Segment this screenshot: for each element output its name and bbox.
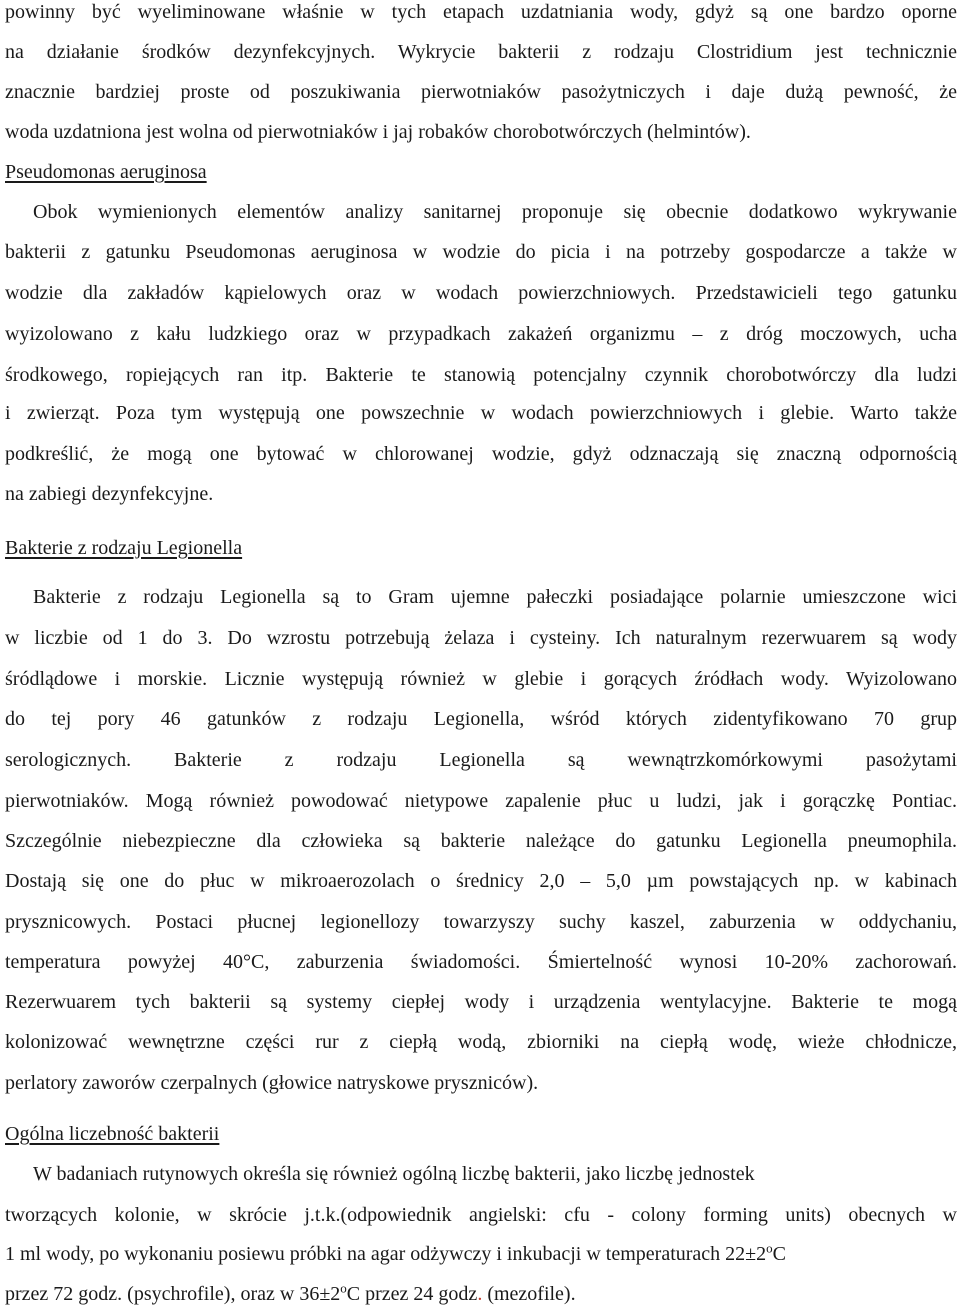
paragraph-line: i zwierząt. Poza tym występują one powszechnie w wodach powierzchniowych i glebie. Warto także	[5, 402, 957, 424]
section-heading-legionella: Bakterie z rodzaju Legionella	[5, 537, 243, 559]
paragraph-line: do tej pory 46 gatunków z rodzaju Legionella, wśród których zidentyfikowano 70 grup	[5, 708, 957, 730]
paragraph-line: znacznie bardziej proste od poszukiwania pierwotniaków pasożytniczych i daje dużą pewność, że	[5, 81, 957, 103]
paragraph-line: bakterii z gatunku Pseudomonas aeruginosa w wodzie do picia i na potrzeby gospodarcze a także w	[5, 241, 957, 263]
paragraph-line: W badaniach rutynowych określa się również ogólną liczbę bakterii, jako liczbę jednostek	[33, 1163, 755, 1185]
paragraph-line: powinny być wyeliminowane właśnie w tych etapach uzdatniania wody, gdyż są one bardzo oporne	[5, 1, 957, 23]
text-run: przez 72 godz. (psychrofile), oraz w 36±2	[5, 1283, 341, 1305]
paragraph-line: śródlądowe i morskie. Licznie występują również w glebie i gorących źródłach wody. Wyizolowano	[5, 668, 957, 690]
paragraph-line: na działanie środków dezynfekcyjnych. Wykrycie bakterii z rodzaju Clostridium jest technicznie	[5, 41, 957, 63]
paragraph-line: wyizolowano z kału ludzkiego oraz w przypadkach zakażeń organizmu – z dróg moczowych, ucha	[5, 323, 957, 345]
text-run: C	[772, 1243, 786, 1265]
period-mark: .	[477, 1283, 483, 1305]
paragraph-line: środkowego, ropiejących ran itp. Bakterie te stanowią potencjalny czynnik chorobotwórczy dla ludzi	[5, 364, 957, 386]
paragraph-line: Szczególnie niebezpieczne dla człowieka są bakterie należące do gatunku Legionella pneumophila.	[5, 830, 957, 852]
degree-superscript: o	[766, 1240, 773, 1256]
paragraph-line: Bakterie z rodzaju Legionella są to Gram ujemne pałeczki posiadające polarnie umieszczone wici	[33, 586, 957, 608]
degree-superscript: o	[340, 1280, 347, 1296]
paragraph-line: Rezerwuarem tych bakterii są systemy ciepłej wody i urządzenia wentylacyjne. Bakterie te mogą	[5, 991, 957, 1013]
paragraph-line: perlatory zaworów czerpalnych (głowice natryskowe pryszniców).	[5, 1072, 539, 1094]
paragraph-line	[5, 1282, 576, 1306]
text-run: C przez 24 godz	[346, 1283, 478, 1305]
paragraph-line: podkreślić, że mogą one bytować w chlorowanej wodzie, gdyż odznaczają się znaczną odpornością	[5, 443, 957, 465]
paragraph-line	[5, 1242, 786, 1266]
paragraph-line: kolonizować wewnętrzne części rur z ciepłą wodą, zbiorniki na ciepłą wodę, wieże chłodnicze,	[5, 1031, 957, 1053]
paragraph-line: Obok wymienionych elementów analizy sanitarnej proponuje się obecnie dodatkowo wykrywanie	[33, 201, 957, 223]
paragraph-line: woda uzdatniona jest wolna od pierwotniaków i jaj robaków chorobotwórczych (helmintów).	[5, 121, 751, 143]
paragraph-line: tworzących kolonie, w skrócie j.t.k.(odpowiednik angielski: cfu - colony forming units) obecnych w	[5, 1204, 957, 1226]
paragraph-line: wodzie dla zakładów kąpielowych oraz w wodach powierzchniowych. Przedstawicieli tego gatunku	[5, 282, 957, 304]
paragraph-line: temperatura powyżej 40°C, zaburzenia świadomości. Śmiertelność wynosi 10-20% zachorowań.	[5, 951, 957, 973]
paragraph-line: prysznicowych. Postaci płucnej legionellozy towarzyszy suchy kaszel, zaburzenia w oddychaniu,	[5, 911, 957, 933]
paragraph-line: Dostają się one do płuc w mikroaerozolach o średnicy 2,0 – 5,0 µm powstających np. w kabinach	[5, 870, 957, 892]
section-heading-pseudomonas: Pseudomonas aeruginosa	[5, 161, 207, 183]
paragraph-line: na zabiegi dezynfekcyjne.	[5, 483, 214, 505]
paragraph-line: pierwotniaków. Mogą również powodować nietypowe zapalenie płuc u ludzi, jak i gorączkę Pontiac.	[5, 790, 957, 812]
paragraph-line: w liczbie od 1 do 3. Do wzrostu potrzebują żelaza i cysteiny. Ich naturalnym rezerwuarem są wody	[5, 627, 957, 649]
section-heading-total-bacteria: Ogólna liczebność bakterii	[5, 1123, 220, 1145]
text-run: 1 ml wody, po wykonaniu posiewu próbki na agar odżywczy i inkubacji w temperaturach 22±2	[5, 1243, 767, 1265]
paragraph-line: serologicznych. Bakterie z rodzaju Legionella są wewnątrzkomórkowymi pasożytami	[5, 749, 957, 771]
text-run: (mezofile).	[482, 1283, 576, 1305]
